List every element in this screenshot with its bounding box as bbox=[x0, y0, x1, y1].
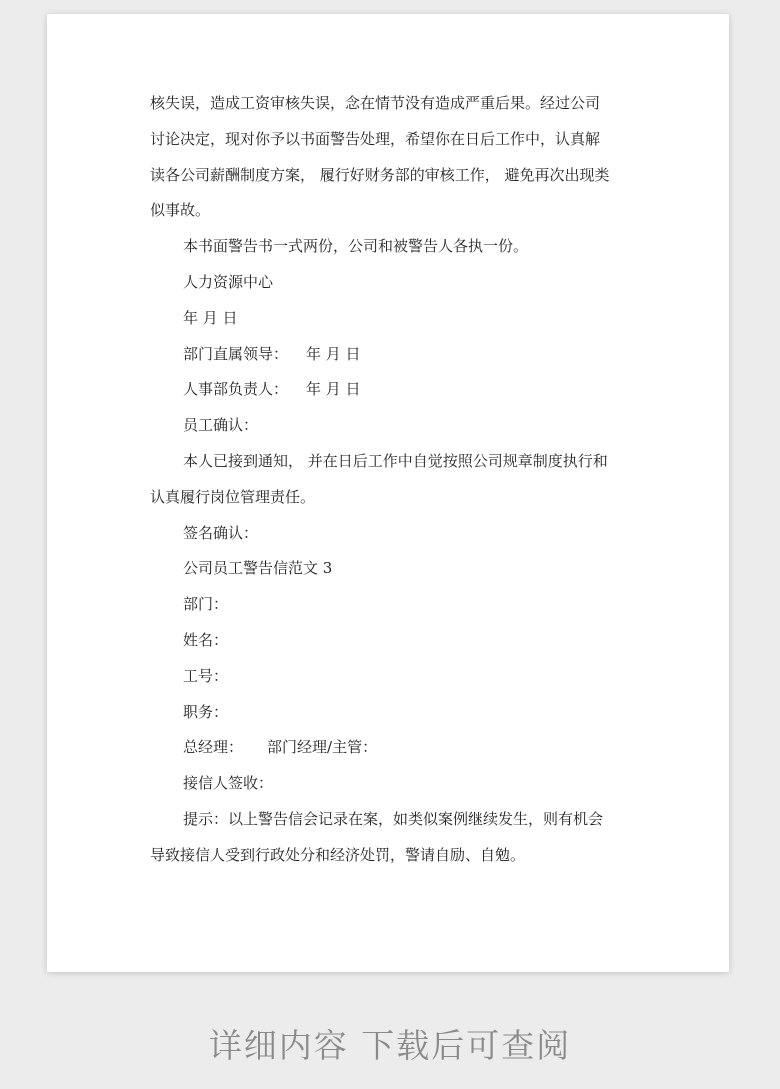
document-body bbox=[150, 86, 650, 874]
dept-leader-date: 年 月 日 bbox=[306, 344, 361, 363]
field-name: 姓名： bbox=[183, 630, 229, 649]
section-title: 公司员工警告信范文 3 bbox=[183, 559, 333, 578]
field-department: 部门： bbox=[183, 595, 229, 614]
paragraph-line: 似事故。 bbox=[150, 201, 211, 220]
dept-leader-label: 部门直属领导： bbox=[183, 344, 289, 363]
employee-confirm-label: 员工确认： bbox=[183, 416, 259, 435]
document-page bbox=[47, 14, 729, 972]
signature-org: 人力资源中心 bbox=[183, 272, 274, 291]
field-employee-id: 工号： bbox=[183, 666, 229, 685]
paragraph-line: 读各公司薪酬制度方案， 履行好财务部的审核工作， 避免再次出现类 bbox=[150, 165, 610, 184]
paragraph-line: 导致接信人受到行政处分和经济处罚，警请自励、自勉。 bbox=[150, 845, 526, 864]
paragraph-line: 提示：以上警告信会记录在案，如类似案例继续发生，则有机会 bbox=[183, 809, 604, 828]
footer-download-hint: 详细内容 下载后可查阅 bbox=[208, 1026, 572, 1065]
recipient-sign-label: 接信人签收： bbox=[183, 774, 274, 793]
hr-head-date: 年 月 日 bbox=[306, 380, 361, 399]
signature-date: 年 月 日 bbox=[183, 308, 238, 327]
dept-leader-line bbox=[150, 337, 650, 373]
general-manager-label: 总经理： bbox=[183, 738, 244, 757]
hr-head-label: 人事部负责人： bbox=[183, 380, 289, 399]
manager-line bbox=[150, 730, 650, 766]
hr-head-line bbox=[150, 372, 650, 408]
paragraph-line: 本人已接到通知， 并在日后工作中自觉按照公司规章制度执行和 bbox=[183, 451, 608, 470]
dept-manager-label: 部门经理/主管： bbox=[267, 738, 378, 757]
paragraph-line: 核失误，造成工资审核失误，念在情节没有造成严重后果。经过公司 bbox=[150, 94, 601, 112]
paragraph-line: 本书面警告书一式两份，公司和被警告人各执一份。 bbox=[183, 237, 529, 256]
paragraph-line: 认真履行岗位管理责任。 bbox=[150, 487, 316, 506]
field-position: 职务： bbox=[183, 702, 229, 721]
paragraph-line: 讨论决定，现对你予以书面警告处理，希望你在日后工作中，认真解 bbox=[150, 129, 601, 148]
signature-confirm-label: 签名确认： bbox=[183, 523, 259, 542]
